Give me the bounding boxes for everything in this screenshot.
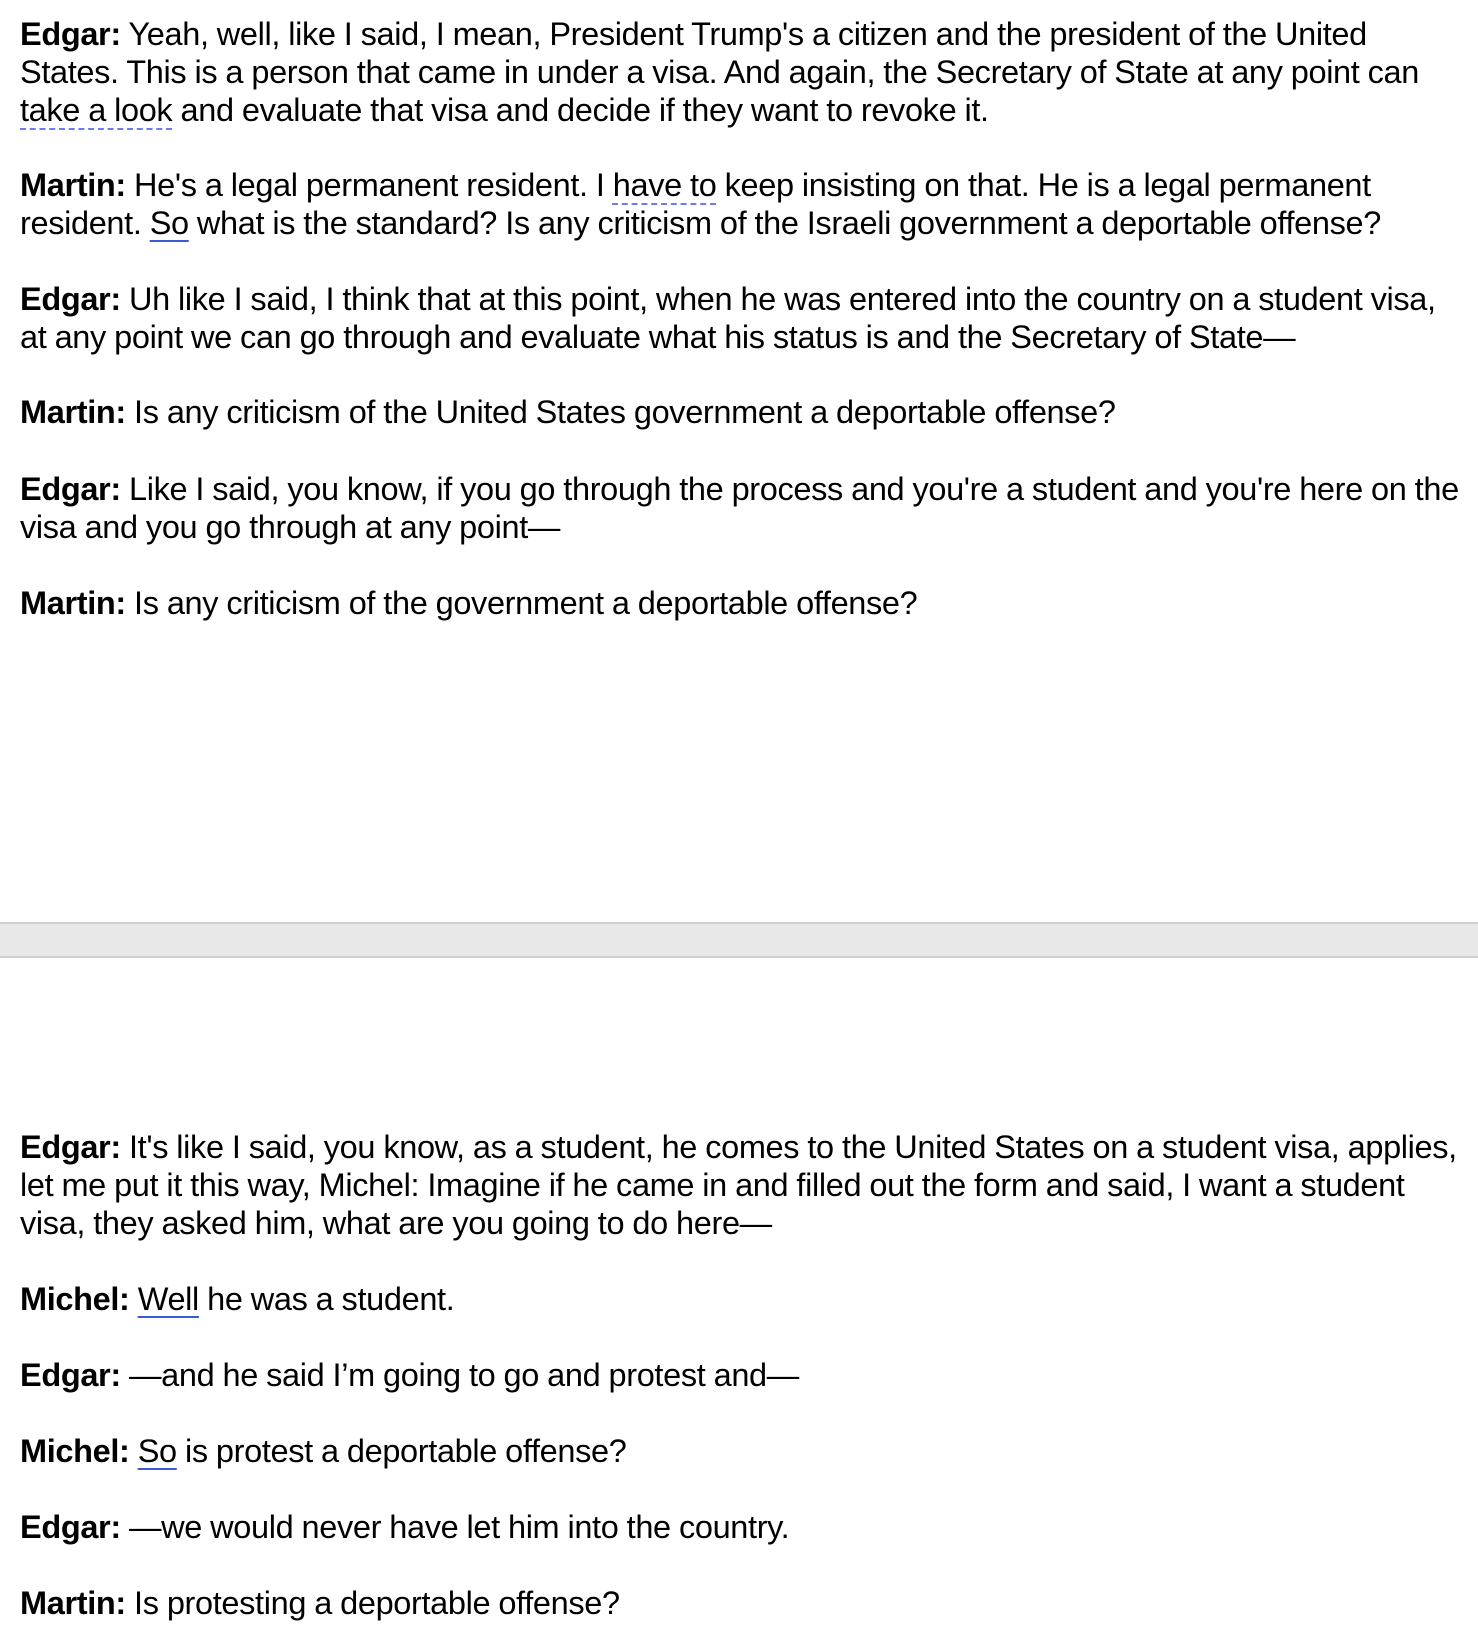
- grammar-flag-mark[interactable]: So: [137, 1433, 177, 1469]
- speaker-label: Martin:: [20, 1585, 126, 1621]
- speaker-label: Michel:: [20, 1281, 130, 1317]
- utterance-text: Yeah, well, like I said, I mean, President Trump's a citizen and the president of the United States. This is a person that came in under a visa. And again, the Secretary of State at any point can: [20, 16, 1419, 90]
- speaker-label: Edgar:: [20, 16, 121, 52]
- utterance-text: Like I said, you know, if you go through the process and you're a student and you're here on the visa and you go through at any point—: [20, 471, 1459, 545]
- transcript-paragraph: [20, 15, 1465, 129]
- speaker-label: Martin:: [20, 167, 126, 203]
- speaker-label: Edgar:: [20, 471, 121, 507]
- transcript-paragraph: [20, 1356, 1465, 1394]
- grammar-suggestion-mark[interactable]: take a look: [20, 92, 173, 128]
- speaker-label: Michel:: [20, 1433, 130, 1469]
- utterance-text: —and he said I’m going to go and protest and—: [120, 1357, 799, 1393]
- transcript-paragraph: [20, 584, 1465, 622]
- transcript-paragraph: [20, 1584, 1465, 1622]
- grammar-flag-mark[interactable]: Well: [137, 1281, 199, 1317]
- utterance-text: he was a student.: [198, 1281, 455, 1317]
- utterance-text: Uh like I said, I think that at this point, when he was entered into the country on a student visa, at any point we can go through and evaluate what his status is and the Secretary of State—: [20, 281, 1436, 355]
- speaker-label: Martin:: [20, 394, 126, 430]
- page-break-divider: [0, 922, 1478, 958]
- grammar-flag-mark[interactable]: So: [149, 205, 189, 241]
- utterance-text: keep insisting on that. He is a legal permanent resident.: [20, 167, 1371, 241]
- utterance-text: Is any criticism of the government a deportable offense?: [125, 585, 918, 621]
- speaker-label: Edgar:: [20, 281, 121, 317]
- utterance-text: He's a legal permanent resident. I: [125, 167, 613, 203]
- utterance-text: It's like I said, you know, as a student, he comes to the United States on a student visa, applies, let me put it this way, Michel: Imagine if he came in and filled out the form and said, I want a student visa, they asked him, what are you going to do here—: [20, 1129, 1457, 1241]
- transcript-paragraph: [20, 280, 1465, 356]
- utterance-text: Is protesting a deportable offense?: [125, 1585, 620, 1621]
- transcript-paragraph: [20, 1432, 1465, 1470]
- speaker-label: Edgar:: [20, 1509, 121, 1545]
- utterance-text: [130, 1433, 138, 1469]
- grammar-suggestion-mark[interactable]: have to: [612, 167, 717, 203]
- utterance-text: what is the standard? Is any criticism of the Israeli government a deportable offense?: [188, 205, 1381, 241]
- transcript-paragraph: [20, 470, 1465, 546]
- transcript-paragraph: [20, 166, 1465, 242]
- transcript-paragraph: [20, 393, 1465, 431]
- utterance-text: is protest a deportable offense?: [176, 1433, 627, 1469]
- transcript-paragraph: [20, 1280, 1465, 1318]
- utterance-text: —we would never have let him into the country.: [120, 1509, 790, 1545]
- speaker-label: Martin:: [20, 585, 126, 621]
- transcript-paragraph: [20, 1508, 1465, 1546]
- utterance-text: and evaluate that visa and decide if they want to revoke it.: [172, 92, 989, 128]
- utterance-text: Is any criticism of the United States government a deportable offense?: [125, 394, 1116, 430]
- transcript-paragraph: [20, 1128, 1465, 1242]
- utterance-text: [130, 1281, 138, 1317]
- speaker-label: Edgar:: [20, 1357, 121, 1393]
- speaker-label: Edgar:: [20, 1129, 121, 1165]
